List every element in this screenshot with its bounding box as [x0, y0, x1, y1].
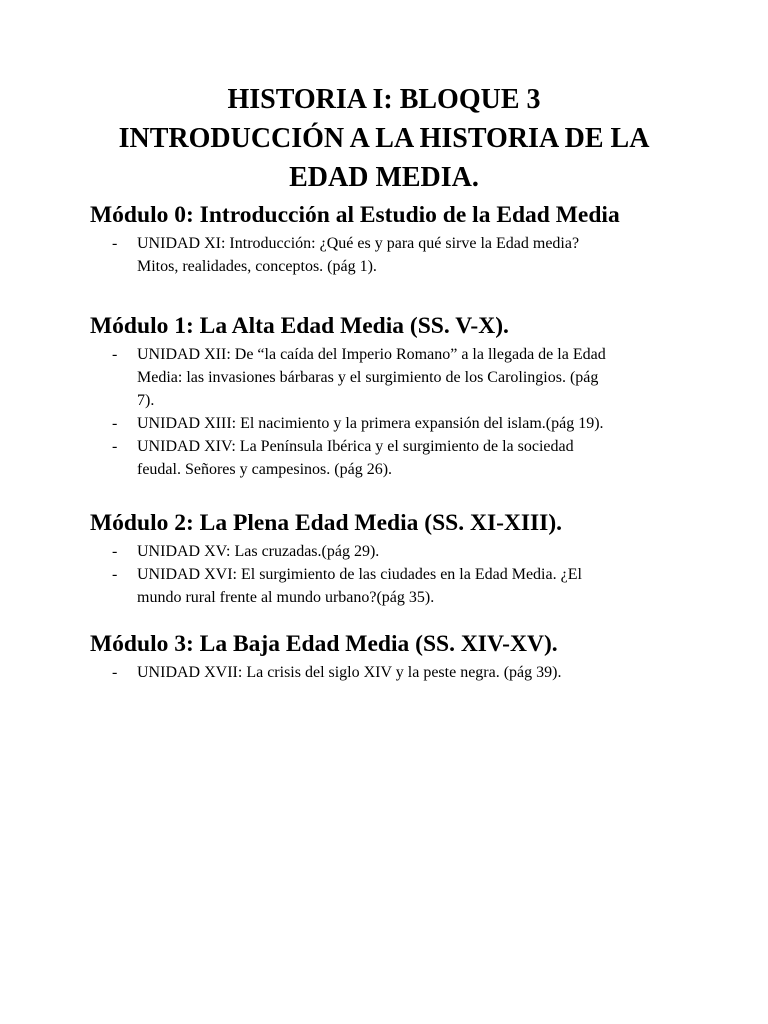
- unit-list: [90, 661, 730, 684]
- module-heading: Módulo 3: La Baja Edad Media (SS. XIV-XV).: [90, 631, 558, 657]
- unit-text-line: UNIDAD XIV: La Península Ibérica y el surgimiento de la sociedad: [137, 438, 574, 455]
- unit-list: [90, 343, 730, 481]
- unit-item: [90, 435, 697, 481]
- module-heading: Módulo 2: La Plena Edad Media (SS. XI-XIII).: [90, 510, 563, 536]
- title-line-1: HISTORIA I: BLOQUE 3: [227, 84, 541, 115]
- unit-list: [90, 232, 730, 278]
- module-3-section: [90, 629, 730, 684]
- bullet-dash: -: [112, 346, 118, 363]
- module-2-section: [90, 508, 730, 609]
- unit-text-line: UNIDAD XVI: El surgimiento de las ciudades en la Edad Media. ¿El: [137, 566, 582, 583]
- title-line-3: EDAD MEDIA.: [289, 162, 479, 193]
- unit-text-line: 7).: [137, 392, 155, 409]
- unit-text-line: Media: las invasiones bárbaras y el surgimiento de los Carolingios. (pág: [137, 369, 599, 386]
- unit-text-line: UNIDAD XII: De “la caída del Imperio Romano” a la llegada de la Edad: [137, 346, 606, 363]
- unit-text-line: mundo rural frente al mundo urbano?(pág 35).: [137, 589, 435, 606]
- unit-item: [90, 540, 697, 563]
- unit-item: [90, 563, 697, 609]
- bullet-dash: -: [112, 664, 118, 681]
- unit-list: [90, 540, 730, 609]
- bullet-dash: -: [112, 438, 118, 455]
- unit-item: [90, 232, 697, 278]
- unit-text-line: UNIDAD XIII: El nacimiento y la primera expansión del islam.(pág 19).: [137, 415, 604, 432]
- title-line-2: INTRODUCCIÓN A LA HISTORIA DE LA: [118, 123, 650, 154]
- module-heading: Módulo 0: Introducción al Estudio de la Edad Media: [90, 202, 620, 228]
- unit-item: [90, 661, 697, 684]
- unit-text-line: UNIDAD XVII: La crisis del siglo XIV y la peste negra. (pág 39).: [137, 664, 562, 681]
- bullet-dash: -: [112, 415, 118, 432]
- bullet-dash: -: [112, 235, 118, 252]
- unit-text-line: UNIDAD XV: Las cruzadas.(pág 29).: [137, 543, 380, 560]
- unit-text-line: feudal. Señores y campesinos. (pág 26).: [137, 461, 393, 478]
- document-title: [60, 80, 708, 197]
- module-1-section: [90, 311, 730, 481]
- module-0-section: [90, 200, 730, 278]
- module-heading: Módulo 1: La Alta Edad Media (SS. V-X).: [90, 313, 509, 339]
- bullet-dash: -: [112, 566, 118, 583]
- unit-item: [90, 412, 697, 435]
- unit-text-line: UNIDAD XI: Introducción: ¿Qué es y para qué sirve la Edad media?: [137, 235, 580, 252]
- bullet-dash: -: [112, 543, 118, 560]
- unit-text-line: Mitos, realidades, conceptos. (pág 1).: [137, 258, 377, 275]
- unit-item: [90, 343, 697, 412]
